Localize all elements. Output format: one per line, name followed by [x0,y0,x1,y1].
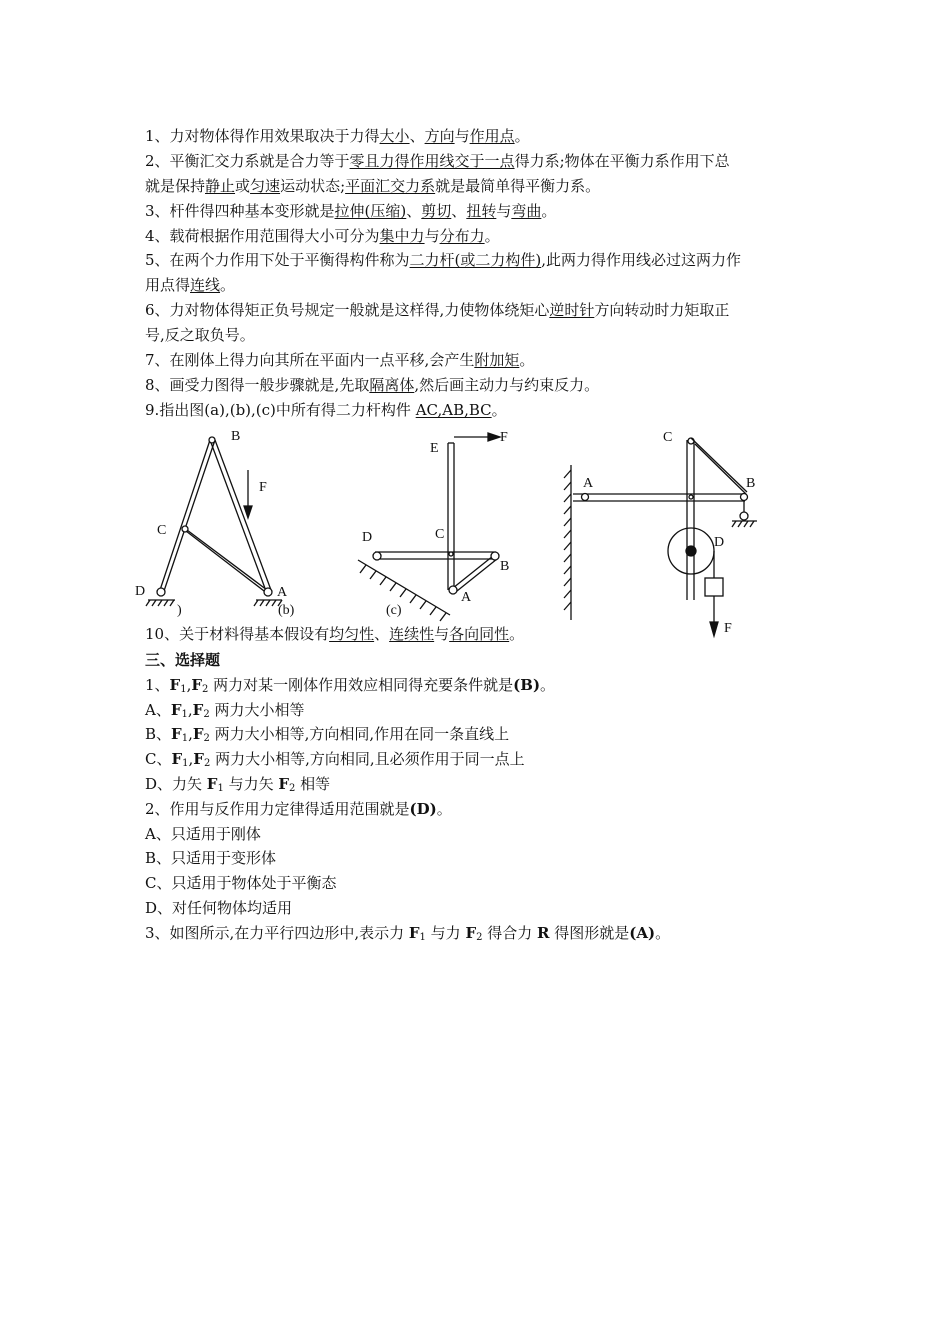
fig-a-label-D: D [135,584,146,599]
choice-q3: 3、如图所示,在力平行四边形中,表示力 $F_1$ 与力 $F_2$ 得合力 R 得图形就是(A)。 [145,924,671,943]
fill-item-6-cont: 号,反之取负号。 [145,326,255,344]
choice-q1-option-d: D、力矢 $F_1$ 与力矢 $F_2$ 相等 [145,775,331,794]
choice-q1-option-b: B、$F_1,F_2$ 两力大小相等,方向相同,作用在同一条直线上 [145,725,510,744]
fill-item-3: 3、杆件得四种基本变形就是拉伸(压缩)、剪切、扭转与弯曲。 [145,202,557,220]
choice-q2-option-b: B、只适用于变形体 [145,849,277,867]
choice-q2: 2、作用与反作用力定律得适用范围就是(D)。 [145,800,452,818]
fig-a-caption: ) [177,603,182,618]
figure-a [146,437,282,606]
fill-item-2-cont: 就是保持静止或匀速运动状态;平面汇交力系就是最简单得平衡力系。 [145,177,601,195]
figure-b [358,433,500,621]
choice-q1-option-a: A、$F_1,F_2$ 两力大小相等 [145,701,305,720]
fill-item-7: 7、在刚体上得力向其所在平面内一点平移,会产生附加矩。 [145,351,535,369]
fig-a-label-C: C [157,523,167,538]
fig-b-label-D: D [362,530,373,545]
fig-b-caption-left: (b) [278,603,295,618]
section-heading: 三、选择题 [145,651,221,669]
fig-a-label-F: F [259,480,267,495]
choice-q1: 1、$F_1,F_2$ 两力对某一刚体作用效应相同得充要条件就是(B)。 [145,676,556,695]
fig-b-label-A: A [461,590,472,605]
fig-b-label-E: E [430,441,439,456]
fig-c-label-C: C [663,430,673,445]
fig-c-label-D: D [714,535,725,550]
fill-item-1: 1、力对物体得作用效果取决于力得大小、方向与作用点。 [145,127,530,145]
fig-a-label-A: A [277,585,288,600]
choice-q2-option-d: D、对任何物体均适用 [145,899,293,917]
fig-b-label-B: B [500,559,510,574]
choice-q2-option-a: A、只适用于刚体 [145,825,261,843]
fig-b-label-F: F [500,430,508,445]
fill-item-9: 9.指出图(a),(b),(c)中所有得二力杆构件 AC,AB,BC。 [145,401,507,419]
fill-item-8: 8、画受力图得一般步骤就是,先取隔离体,然后画主动力与约束反力。 [145,376,600,394]
figure-c [564,438,757,636]
fill-item-5-cont: 用点得连线。 [145,276,236,294]
fig-c-label-B: B [746,476,756,491]
fill-item-10: 10、关于材料得基本假设有均匀性、连续性与各向同性。 [145,625,525,643]
fill-item-6: 6、力对物体得矩正负号规定一般就是这样得,力使物体绕矩心逆时针方向转动时力矩取正 [145,301,730,319]
fig-b-caption: (c) [386,603,402,618]
fill-item-4: 4、载荷根据作用范围得大小可分为集中力与分布力。 [145,227,500,245]
fig-c-label-A: A [583,476,594,491]
fig-c-label-F: F [724,621,732,636]
fill-item-2: 2、平衡汇交力系就是合力等于零且力得作用线交于一点得力系;物体在平衡力系作用下总 [145,152,730,170]
choice-q1-option-c: C、$F_1,F_2$ 两力大小相等,方向相同,且必须作用于同一点上 [145,750,525,769]
fig-a-label-B: B [231,429,241,444]
fill-item-5: 5、在两个力作用下处于平衡得构件称为二力杆(或二力构件),此两力得作用线必过这两力作 [145,251,742,269]
fig-b-label-C: C [435,527,445,542]
choice-q2-option-c: C、只适用于物体处于平衡态 [145,874,337,892]
